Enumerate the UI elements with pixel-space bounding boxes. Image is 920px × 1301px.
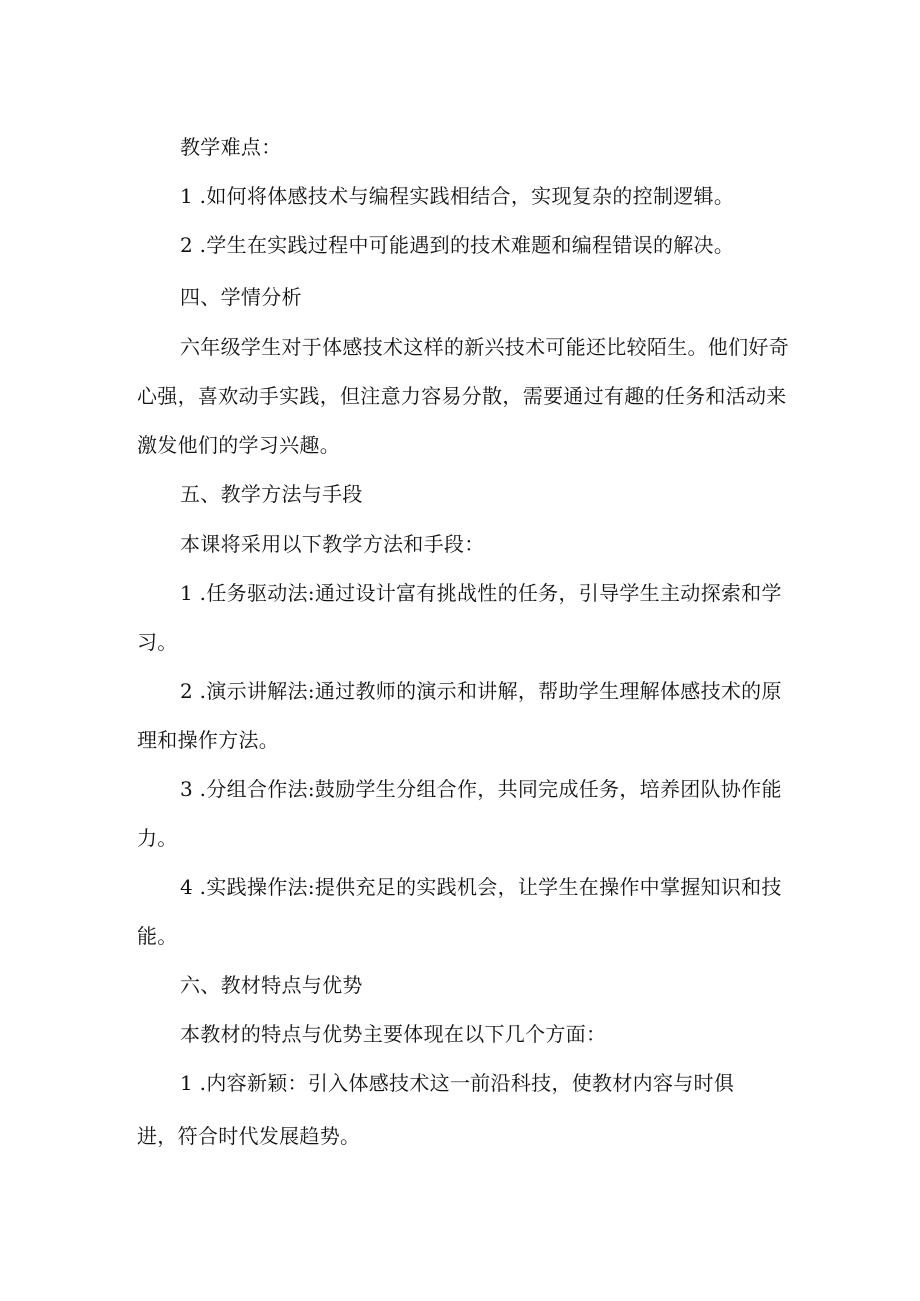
section-5-intro: 本课将采用以下教学方法和手段：: [180, 532, 485, 556]
section-4-para-line-3: 激发他们的学习兴趣。: [137, 433, 340, 457]
section-4-para-line-2: 心强，喜欢动手实践，但注意力容易分散，需要通过有趣的任务和活动来: [137, 384, 787, 408]
section-4-para-line-1: 六年级学生对于体感技术这样的新兴技术可能还比较陌生。他们好奇: [180, 335, 789, 359]
method-item-4-line-2: 能。: [137, 924, 178, 948]
feature-item-1-line-1: 1 .内容新颖：引入体感技术这一前沿科技，使教材内容与时俱: [180, 1071, 735, 1095]
section-6-intro: 本教材的特点与优势主要体现在以下几个方面：: [180, 1022, 607, 1046]
method-item-3-line-2: 力。: [137, 826, 178, 850]
difficulty-item-1: 1 .如何将体感技术与编程实践相结合，实现复杂的控制逻辑。: [180, 184, 735, 208]
method-item-3-line-1: 3 .分组合作法:鼓励学生分组合作，共同完成任务，培养团队协作能: [180, 777, 782, 801]
method-item-1-line-1: 1 .任务驱动法:通过设计富有挑战性的任务，引导学生主动探索和学: [180, 581, 782, 605]
method-item-1-line-2: 习。: [137, 630, 178, 654]
difficulty-item-2: 2 .学生在实践过程中可能遇到的技术难题和编程错误的解决。: [180, 233, 735, 257]
section-5-heading: 五、教学方法与手段: [180, 482, 363, 506]
method-item-2-line-1: 2 .演示讲解法:通过教师的演示和讲解，帮助学生理解体感技术的原: [180, 679, 782, 703]
difficulties-heading: 教学难点：: [180, 135, 282, 159]
section-4-heading: 四、学情分析: [180, 285, 302, 309]
section-6-heading: 六、教材特点与优势: [180, 973, 363, 997]
feature-item-1-line-2: 进，符合时代发展趋势。: [137, 1124, 361, 1148]
method-item-4-line-1: 4 .实践操作法:提供充足的实践机会，让学生在操作中掌握知识和技: [180, 875, 782, 899]
method-item-2-line-2: 理和操作方法。: [137, 728, 280, 752]
